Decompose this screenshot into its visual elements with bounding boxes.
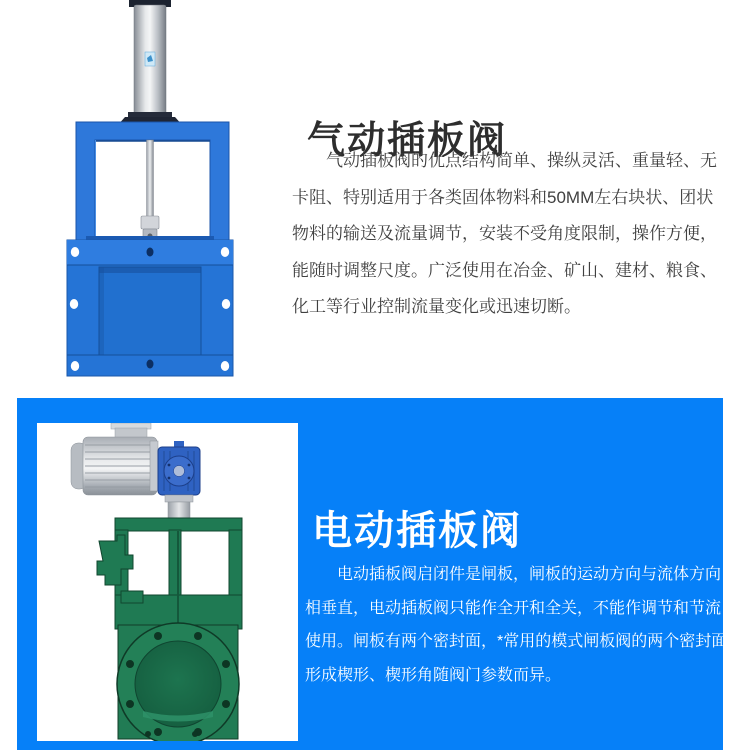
electric-motor — [71, 423, 158, 495]
electric-valve-body — [117, 623, 239, 741]
pneumatic-title: 气动插板阀 — [307, 120, 508, 163]
valve-body — [67, 236, 233, 376]
electric-valve-frame — [97, 518, 242, 629]
pneumatic-cylinder — [117, 0, 183, 126]
electric-section — [17, 398, 728, 750]
pneumatic-description: 气动插板阀的优点结构简单、操纵灵活、重量轻、无卡阻、特别适用于各类固体物料和50MM左右块状、团状物料的输送及流量调节，安装不受角度限制，操作方便，能随时调整尺度。广泛使用在冶金、矿山、建材、粮食、化工等行业控制流量变化或迅速切断。 — [292, 151, 717, 316]
electric-image-frame — [37, 423, 298, 741]
electric-valve-image — [37, 423, 298, 741]
electric-description: 电动插板阀启闭件是闸板，闸板的运动方向与流体方向相垂直，电动插板阀只能作全开和全关，不能作调节和节流使用。闸板有两个密封面，*常用的模式闸板阀的两个密封面形成楔形、楔形角随阀门参数而异。 — [305, 566, 728, 684]
piston-rod — [141, 140, 159, 245]
worm-gearbox — [158, 441, 200, 519]
electric-title: 电动插板阀 — [312, 509, 522, 554]
pneumatic-valve-image — [55, 0, 245, 390]
